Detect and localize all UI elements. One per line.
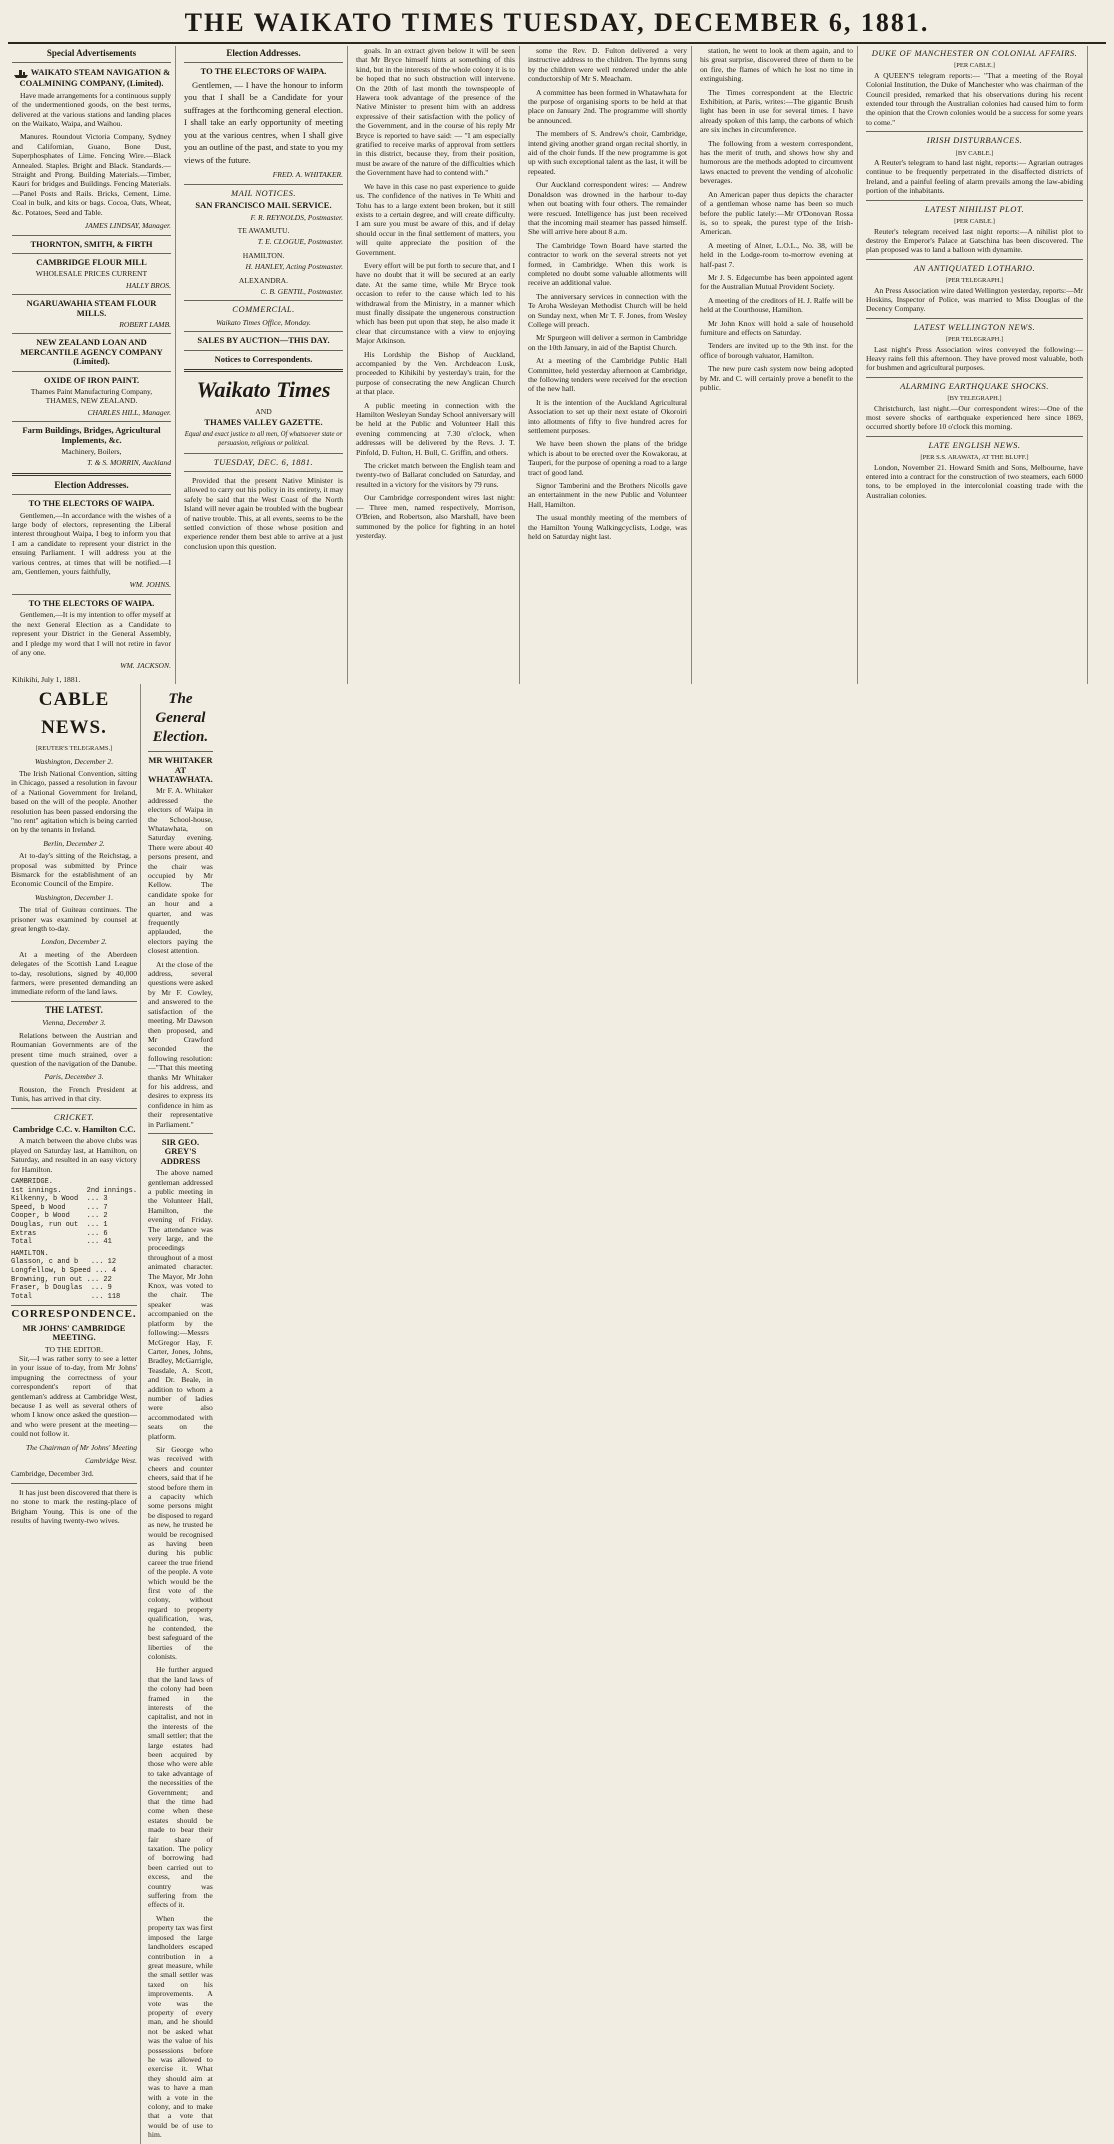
correspondence-date: Cambridge, December 3rd. <box>11 1469 94 1479</box>
divider <box>184 300 343 301</box>
news-item: A meeting of Alner, L.O.L., No. 38, will be held in the Lodge-room to-morrow evening at half-past 7. <box>700 240 853 269</box>
news-item: A committee has been formed in Whatawhata for the purpose of organising sports to be held at that place on January 2nd. The programme will shortly be announced. <box>528 87 687 125</box>
divider <box>11 1483 137 1484</box>
cable-item: Relations between the Austrian and Roumanian Governments are of the present time much strained, over a question of the navigation of the Danube. <box>11 1030 138 1068</box>
divider <box>12 62 171 63</box>
divider <box>866 131 1083 132</box>
divider <box>184 369 343 372</box>
divider <box>184 184 343 185</box>
cable-item: At a meeting of the Aberdeen delegates of the Scottish Land League to-day, resolutions, signed by 40,000 farmers, were presented demanding an immediate reform of the land laws. <box>11 949 138 997</box>
divider <box>12 494 171 495</box>
divider <box>12 333 171 334</box>
paper-and: AND <box>255 407 272 416</box>
ad-signature: T. & S. MORRIN, Auckland <box>87 458 171 468</box>
telegram-heading: IRISH DISTURBANCES. <box>926 135 1023 146</box>
ad-signature: HALLY BROS. <box>126 280 171 290</box>
cable-news-sub: [REUTER'S TELEGRAMS.] <box>35 745 113 753</box>
address-signature: WM. JACKSON. <box>120 661 171 671</box>
article-paragraph: Sir George who was received with cheers and counter cheers, said that if he stood before them in a capacity which some persons might be disposed to regard as new, he trusted he would be recognised as having been during his public career the true friend of the people. A vote which would be the first vote of the colony, without regard to property qualification, was, he contended, the best safeguard of the liberties of the colonists. <box>148 1444 213 1661</box>
cable-item: Rouston, the French President at Tunis, has arrived in that city. <box>11 1084 138 1104</box>
ad-signature: CHARLES HILL, Manager. <box>87 407 171 417</box>
correspondence-title: MR JOHNS' CAMBRIDGE MEETING. <box>22 1322 126 1343</box>
news-item: At a meeting of the Cambridge Public Hall Committee, held yesterday afternoon at Cambridge, the following tenders were received for the erection of the new hall. <box>528 356 687 394</box>
telegram-body: Last night's Press Association wires conveyed the following:— Heavy rains fell this afternoon. They have proved most valuable, both for bushmen and agricultural purposes. <box>866 344 1083 373</box>
telegram-sub: [PER CABLE.] <box>954 218 995 226</box>
cable-item: The Irish National Convention, sitting in Chicago, passed a resolution in favour of a National Government for Ireland, based on the will of the people. Another resolution has been passed endorsing the "no rent" agitation which is being carried on by the tenants in Ireland. <box>11 768 138 835</box>
news-item: The Cambridge Town Board have started the contractor to work on the several streets not yet formed, in Cambridge. When this work is completed no doubt some valuable allotments will receive an additional value. <box>528 240 687 288</box>
article-paragraph: When the property tax was first imposed the large landholders escaped contribution in a great measure, while the small settler was taxed on his improvements. A vote was the property of every man, and he should not be asked what was the value of his possessions before he was allowed to exercise it. What they should aim at was to have a man with a vote in the colony, and to make that a vote that would be of use to him. <box>148 1913 213 2140</box>
article-paragraph: Every effort will be put forth to secure that, and I have no doubt that it will be secured at an early date. At the same time, while Mr Bryce took occasion to refer to the cause which led to his withdrawal from the Ministry, in a manner which must finally dissipate the ungenerous construction which has been put upon that step, he also made it clear that circumstance with a view to enjoying Major Atkinson. <box>356 260 515 346</box>
news-item: The members of S. Andrew's choir, Cambridge, intend giving another grand organ recital shortly, in aid of the choir funds. If the new programme is got up with such exceptional talent as the last, it will be repeated. <box>528 129 687 176</box>
divider <box>184 331 343 332</box>
commercial-dateline: Waikato Times Office, Monday. <box>216 317 311 327</box>
dateline: Washington, December 1. <box>34 892 114 902</box>
mail-signature: F. R. REYNOLDS, Postmaster. <box>250 212 343 222</box>
ad-title-text: WAIKATO STEAM NAVIGATION & COALMINING COMPANY, (Limited). <box>19 67 171 89</box>
cricket-scoreboard: CAMBRIDGE. 1st innings. 2nd innings. Kilkenny, b Wood ... 3 Speed, b Wood ... 7 Cooper, b Wood ... 2 Douglas, run out ... 1 Extras ... 6 Total ... 41 <box>11 1177 138 1247</box>
telegram-sub: [PER S.S. ARAWATA, AT THE BLUFF.] <box>920 454 1029 462</box>
correspondents-heading: Notices to Correspondents. <box>214 353 313 364</box>
correspondence-body: Sir,—I was rather sorry to see a letter in your issue of to-day, from Mr Johns' impugning the correctness of your correspondent's report of that gentleman's address at Cambridge West, because I as well as several others of whom I know once asked the question—and who were present at the meeting—could not follow it. <box>11 1353 138 1439</box>
ad-signature: JAMES LINDSAY, Manager. <box>84 221 171 231</box>
divider <box>184 471 343 472</box>
column-leader <box>352 46 520 684</box>
correspondence-to: TO THE EDITOR. <box>45 1344 104 1354</box>
address-title: TO THE ELECTORS OF WAIPA. <box>28 498 155 509</box>
divider <box>11 1108 137 1109</box>
ad-title: OXIDE OF IRON PAINT. <box>43 374 140 385</box>
article-paragraph: The cricket match between the English team and twenty-two of Ballarat concluded on Saturday, and resulted in a victory for the visitors by 79 runs. <box>356 461 515 489</box>
ad-subtitle: WHOLESALE PRICES CURRENT <box>35 269 148 279</box>
address-signature: FRED. A. WHITAKER. <box>272 170 343 180</box>
ad-title: NEW ZEALAND LOAN AND MERCANTILE AGENCY COMPANY (Limited). <box>20 337 163 367</box>
divider <box>184 453 343 454</box>
address-body: Gentlemen,—It is my intention to offer myself at the next General Election as a Candidate to represent your District in the General Assembly, and I pledge my word that I will not retire in favor of any one. <box>12 610 171 657</box>
divider <box>866 436 1083 437</box>
telegram-heading: LATEST WELLINGTON NEWS. <box>913 321 1036 332</box>
column-advertisements <box>8 46 176 684</box>
news-item: A meeting of the creditors of H. J. Ralfe will be held at the Courthouse, Hamilton. <box>700 295 853 315</box>
divider <box>12 421 171 422</box>
news-item: Tenders are invited up to the 9th inst. for the office of borough valuator, Hamilton. <box>700 341 853 360</box>
article-paragraph: At the close of the address, several questions were asked by Mr F. Cowley, and answered to the satisfaction of the meeting. Mr Dawson then proposed, and Mr Crawford seconded the following resolution:—"That this meeting thanks Mr Whitaker for his address, and desires to express its confidence in him as their representative in Parliament." <box>148 959 213 1129</box>
divider <box>148 1133 213 1134</box>
cable-item: At to-day's sitting of the Reichstag, a proposal was submitted by Prince Bismarck for the establishment of an Economic Council of the Empire. <box>11 851 138 889</box>
telegram-sub: [PER CABLE.] <box>954 62 995 70</box>
dateline: Washington, December 2. <box>34 756 114 766</box>
sales-title: SALES BY AUCTION—THIS DAY. <box>197 335 330 346</box>
grey-heading: SIR GEO. GREY'S ADDRESS <box>160 1136 201 1166</box>
correspondence-place: Cambridge West. <box>84 1455 138 1465</box>
mail-signature: C. B. GENTIL, Postmaster. <box>260 286 343 296</box>
cricket-scoreboard: HAMILTON. Glasson, c and b ... 12 Longfellow, b Speed ... 4 Browning, run out ... 22 Fraser, b Douglas ... 9 Total ... 118 <box>11 1249 121 1301</box>
newspaper-columns <box>8 46 1106 2140</box>
section-heading-election: Election Addresses. <box>226 48 301 58</box>
telegram-sub: [BY CABLE.] <box>955 149 994 157</box>
news-item: It is the intention of the Auckland Agricultural Association to set up their next estate of Okoroiri into allotments of fifty to five hundred acres for settlement purposes. <box>528 397 687 436</box>
ad-subtitle: Thames Paint Manufacturing Company, <box>30 386 153 396</box>
divider <box>866 200 1083 201</box>
news-item: Signor Tamberini and the Brothers Nicolls gave an entertainment in the new Public and Volunteer Hall, Hamilton. <box>528 481 687 509</box>
telegram-sub: [BY TELEGRAPH.] <box>947 395 1002 403</box>
ad-body: Have made arrangements for a continuous supply of the undermentioned goods, on the best terms, delivered at the various stations and landing places on the Waikato, Waipa, and Waihou. <box>12 90 171 129</box>
divider <box>12 473 171 476</box>
masthead-title: THE WAIKATO TIMES TUESDAY, DECEMBER 6, 1881. <box>184 8 930 37</box>
section-heading-mail: MAIL NOTICES. <box>231 187 296 198</box>
dateline: Berlin, December 2. <box>43 838 105 848</box>
address-body: Gentlemen,—In accordance with the wishes of a large body of electors, representing the Liberal interest throughout Waipa, I beg to inform you that I am a candidate to represent your district in the ensuing Parliament. I will address you at the various centres, at times that will be notified.—I am, Gentlemen, yours faithfully, <box>12 510 171 577</box>
news-item: The following from a western correspondent, has the merit of truth, and shows how shy and humorous are the methods adopted to circumvent laws enacted to prevent the vending of alcoholic beverages. <box>700 138 853 186</box>
mail-subhead: TE AWAMUTU. <box>237 225 290 235</box>
address-place: Kihikihi, July 1, 1881. <box>12 674 81 684</box>
column-local-news <box>524 46 692 684</box>
ad-title: CAMBRIDGE FLOUR MILL <box>36 256 147 267</box>
mail-signature: H. HANLEY, Acting Postmaster. <box>245 262 343 272</box>
article-paragraph: He further argued that the land laws of the colony had been framed in the interests of the capitalist, and not in the interests of the small settler; that the large estates had been acquired by those who were able to take advantage of the necessities of the Government; and that the time had come when these estates should be made to bear their fair share of taxation. The policy of borrowing had been carried out to excess, and the country was suffering from the effects of it. <box>148 1665 213 1910</box>
telegram-body: A Reuter's telegram to hand last night, reports:— Agrarian outrages continue to be frequently perpetrated in the disaffected districts of Ireland, and a painful feeling of alarm prevails among the law-abiding portion of the inhabitants. <box>866 158 1083 196</box>
column-telegrams-cable <box>862 46 1088 684</box>
divider <box>12 235 171 236</box>
divider <box>11 1305 137 1306</box>
news-item: The usual monthly meeting of the members of the Hamilton Young Walkingcyclists, Lodge, was held on Saturday night last. <box>528 513 687 542</box>
ad-title <box>12 67 171 88</box>
correspondence-signature: The Chairman of Mr Johns' Meeting <box>25 1442 138 1452</box>
news-item: Our Auckland correspondent wires: — Andrew Donaldson was drowned in the harbour to-day when out boating with four others. The remainder were rescued. Intelligence has just been received that the incoming mail steamer has passed himself. She will arrive here about 8 a.m. <box>528 180 687 237</box>
paper-motto: Equal and exact justice to all men, Of whatsoever state or persuasion, religious or political. <box>184 430 343 448</box>
article-paragraph: His Lordship the Bishop of Auckland, accompanied by the Ven. Archdeacon Lusk, proceeded to Kihikihi by yesterday's train, for the purpose of consecrating the new Anglican Church at that place. <box>356 349 515 397</box>
dateline: London, December 2. <box>41 937 107 947</box>
leader-body: Provided that the present Native Minister is allowed to carry out his policy in its entirety, it may safely be said that the West Coast of the North Island will never again be troubled with the bugbear of native trouble. This, at all events, seems to be the settled conviction of those whose position and experience render them best able to arrive at a just conclusion upon this question. <box>184 476 343 551</box>
article-paragraph: Our Cambridge correspondent wires last night: — Three men, named respectively, Morrison, O'Brien, and Robertson, also Marshall, have been summoned by the police for fighting in an hotel yesterday. <box>356 493 515 540</box>
telegram-sub: [PER TELEGRAPH.] <box>945 336 1004 344</box>
news-item: Mr Spurgeon will deliver a sermon in Cambridge on the 10th January, in aid of the Baptist Church. <box>528 333 687 352</box>
divider <box>11 1001 137 1002</box>
address-body: Gentlemen, — I have the honour to inform you that I shall be a Candidate for your suffrages at the forthcoming general election. I shall take an early opportunity of meeting you at the various centres, when I shall give you an outline of the past, and state to you my views of the future. <box>184 79 343 165</box>
telegram-heading: AN ANTIQUATED LOTHARIO. <box>913 262 1036 273</box>
correspondence-heading: CORRESPONDENCE. <box>11 1308 137 1321</box>
telegram-heading: LATE ENGLISH NEWS. <box>928 439 1021 450</box>
masthead <box>8 8 1106 44</box>
section-heading-special-ads: Special Advertisements <box>46 48 137 58</box>
paper-subtitle: THAMES VALLEY GAZETTE. <box>204 417 323 428</box>
latest-heading: THE LATEST. <box>45 1004 103 1015</box>
telegram-heading: DUKE OF MANCHESTER ON COLONIAL AFFAIRS. <box>871 48 1078 58</box>
divider <box>866 318 1083 319</box>
telegram-body: London, November 21. Howard Smith and Sons, Melbourne, have entered into a contract for the construction of two steamers, each 6000 tons, to be employed in the intercolonial coasting trade with the Australian colonies. <box>866 462 1083 500</box>
dateline: Vienna, December 3. <box>42 1018 106 1028</box>
article-paragraph: A public meeting in connection with the Hamilton Wesleyan Sunday School anniversary will be held at the Public and Volunteer Hall this evening commencing at 7.30 o'clock, when addresses will be delivered by the Revs. J. T. Pinfold, D. Fulton, H. Bull, C. Griffin, and others. <box>356 400 515 457</box>
address-signature: WM. JOHNS. <box>129 580 171 590</box>
divider <box>12 371 171 372</box>
cricket-title: Cambridge C.C. v. Hamilton C.C. <box>12 1123 136 1134</box>
cable-news-block <box>8 684 141 2144</box>
mail-title: SAN FRANCISCO MAIL SERVICE. <box>195 200 332 211</box>
ad-title: NGARUAWAHIA STEAM FLOUR MILLS. <box>26 298 157 318</box>
divider <box>12 294 171 295</box>
news-item: It has just been discovered that there is no stone to mark the resting-place of Brigham Young. This is one of the results of having twenty-two wives. <box>11 1487 138 1525</box>
telegram-body: Reuter's telegram received last night reports:—A nihilist plot to destroy the Emperor's Palace at Gatschina has been discovered. The plan proposed was to land a balloon with dynamite. <box>866 226 1083 255</box>
article-paragraph: Mr F. A. Whitaker addressed the electors of Waipa in the School-house, Whatawhata, on Saturday evening. There were about 40 persons present, and the chair was occupied by Mr Kellow. The candidate spoke for an hour and a quarter, and was frequently applauded, the electors paying the closest attention. <box>148 786 213 956</box>
divider <box>148 751 213 752</box>
ad-subtitle: Machinery, Boilers, <box>61 447 122 456</box>
divider <box>866 377 1083 378</box>
cricket-body: A match between the above clubs was played on Saturday last, at Hamilton, on Saturday, and resulted in an easy victory for Hamilton. <box>11 1136 138 1174</box>
general-election-title: The General Election. <box>152 691 209 746</box>
mail-subhead: HAMILTON. <box>242 250 285 260</box>
telegram-sub: [PER TELEGRAPH.] <box>945 277 1004 285</box>
mail-subhead: ALEXANDRA. <box>238 275 289 285</box>
news-item: The new pure cash system now being adopted by Mr. and C. will certainly prove a benefit to the public. <box>700 364 853 392</box>
news-item: We have been shown the plans of the bridge which is about to be erected over the Kowakorau, at Tauperi, for the purpose of opening a road to a large tract of good land. <box>528 439 687 477</box>
article-paragraph: goals. In an extract given below it will be seen that Mr Bryce himself hints at something of this kind, but in the interests of the whole colony it is to be hoped that no such obstruction will intervene. On the 20th of last month the townspeople of Hawera took advantage of the presence of the Native Minister to present him with an address expressive of their satisfaction with the policy of the Government, and in the course of his reply Mr Bryce is reported to have said: — "I am especially gratified to receive marks of approval from settlers in this district, because they, from their position, must be aware of the nature of the difficulties which the Government have had to contend with." <box>356 46 515 178</box>
section-heading-commercial: COMMERCIAL. <box>232 304 295 315</box>
news-item: An American paper thus depicts the character of a gentleman whose name has been so much before the public lately:—Mr O'Donovan Rossa is, so to speak, the purest type of the Irish-American. <box>700 189 853 237</box>
paper-title: Waikato Times <box>196 377 331 402</box>
telegram-heading: LATEST NIHILIST PLOT. <box>924 203 1025 214</box>
general-election-block <box>145 684 216 2144</box>
news-item: station, he went to look at them again, and to his great surprise, discovered three of them to be on fire, the flames of which he lost no time in extinguishing. <box>700 46 853 84</box>
section-heading-election: Election Addresses. <box>54 479 129 490</box>
whitaker-heading: MR WHITAKER AT WHATAWHATA. <box>148 755 213 784</box>
ad-place: THAMES, NEW ZEALAND. <box>45 396 138 406</box>
divider <box>12 253 171 254</box>
column-general-news <box>696 46 858 684</box>
dateline: Paris, December 3. <box>44 1072 104 1082</box>
ad-signature: ROBERT LAMB. <box>119 319 171 329</box>
telegrams-block <box>866 46 1083 684</box>
address-title: TO THE ELECTORS OF WAIPA. <box>28 597 155 608</box>
ad-title: THORNTON, SMITH, & FIRTH <box>30 238 153 249</box>
news-item: The Times correspondent at the Electric Exhibition, at Paris, writes:—The gigantic Brush light has been in use for several times. I have already spoken of this lamp, the carbons of which are six inches in circumference. <box>700 87 853 135</box>
telegram-heading: ALARMING EARTHQUAKE SHOCKS. <box>900 380 1049 391</box>
news-item: Mr John Knox will hold a sale of household furniture and effects on Saturday. <box>700 318 853 337</box>
news-item: The anniversary services in connection with the Te Aroha Wesleyan Methodist Church will be held on Sunday next, when Mr T. F. Jones, from Wesley College will preach. <box>528 291 687 329</box>
column-cable-election <box>8 684 213 2144</box>
news-item: Mr J. S. Edgecumbe has been appointed agent for the Australian Mutual Provident Society. <box>700 272 853 292</box>
paper-date: TUESDAY, DEC. 6, 1881. <box>213 456 314 467</box>
divider <box>184 350 343 351</box>
cable-news-title: CABLE NEWS. <box>38 689 110 739</box>
column-election-mail <box>180 46 348 684</box>
divider <box>866 259 1083 260</box>
telegram-body: An Press Association wire dated Wellington yesterday, reports:—Mr Hoskins, Inspector of Police, was married to Miss Douglas of the Decency Company. <box>866 285 1083 314</box>
ad-items: Manures. Roundout Victoria Company, Sydney and Californian, Guano, Bone Dust, Superphosphates of Lime. Fencing Wire.—Black Annealed. Staples. Bright and Black. Standards.—Straight and Prong. Building Materials.—Timber, Kauri for bridges and Buildings. Fencing Materials.—Panel Posts and Rails. Bricks, Cement, Lime. Coal in bulk, and kits or bags. Cocoa, Oats, Wheat, &c. Potatoes, Seed and Table. <box>12 132 171 217</box>
news-item: some the Rev. D. Fulton delivered a very instructive address to the children. The hymns sung by the children were well rendered under the able conductorship of Mr S. Meacham. <box>528 46 687 84</box>
telegram-body: Christchurch, last night.—Our correspondent wires:—One of the most severe shocks of earthquake experienced here since 1869, occurred shortly before 10 o'clock this morning. <box>866 403 1083 432</box>
divider <box>184 62 343 63</box>
telegram-body: A QUEEN'S telegram reports:— "That a meeting of the Royal Colonial Institution, the Duke of Manchester who was chairman of the Council presided, remarked that his observations during his recent extended tour through the Australian colonies had caused him to form the opinion that the Crown colonies would be a success for some years to come." <box>866 70 1083 127</box>
cable-item: The trial of Guiteau continues. The prisoner was examined by counsel at great length to-day. <box>11 905 138 934</box>
article-paragraph: We have in this case no past experience to guide us. The confidence of the natives in Te Whiti and Tohu has to a large extent been broken, but it still exists to a certain degree, and will create difficulty. I am sure you must be aware of this, and if delay should occur in the final settlement of matters, you will quite appreciate the position of the Government. <box>356 181 515 257</box>
cricket-heading: CRICKET. <box>53 1111 95 1122</box>
divider <box>12 594 171 595</box>
article-paragraph: The above named gentleman addressed a public meeting in the Volunteer Hall, Hamilton, the evening of Friday. The attendance was very large, and the proceedings throughout of a most animated character. The Mayor, Mr John Knox, was voted to the chair. The speaker was accompanied on the platform by the following:—Messrs McGregor Hay, F. Carter, Jones, Johns, Bradley, McGarrigle, Teasdale, A. Scott, and Dr. Beale, in addition to whom a number of ladies were also accommodated with seats on the platform. <box>148 1168 213 1441</box>
mail-signature: T. E. CLOGUE, Postmaster. <box>257 237 343 247</box>
address-title: TO THE ELECTORS OF WAIPA. <box>200 66 327 77</box>
ad-title: Farm Buildings, Bridges, Agricultural Implements, &c. <box>22 425 161 445</box>
